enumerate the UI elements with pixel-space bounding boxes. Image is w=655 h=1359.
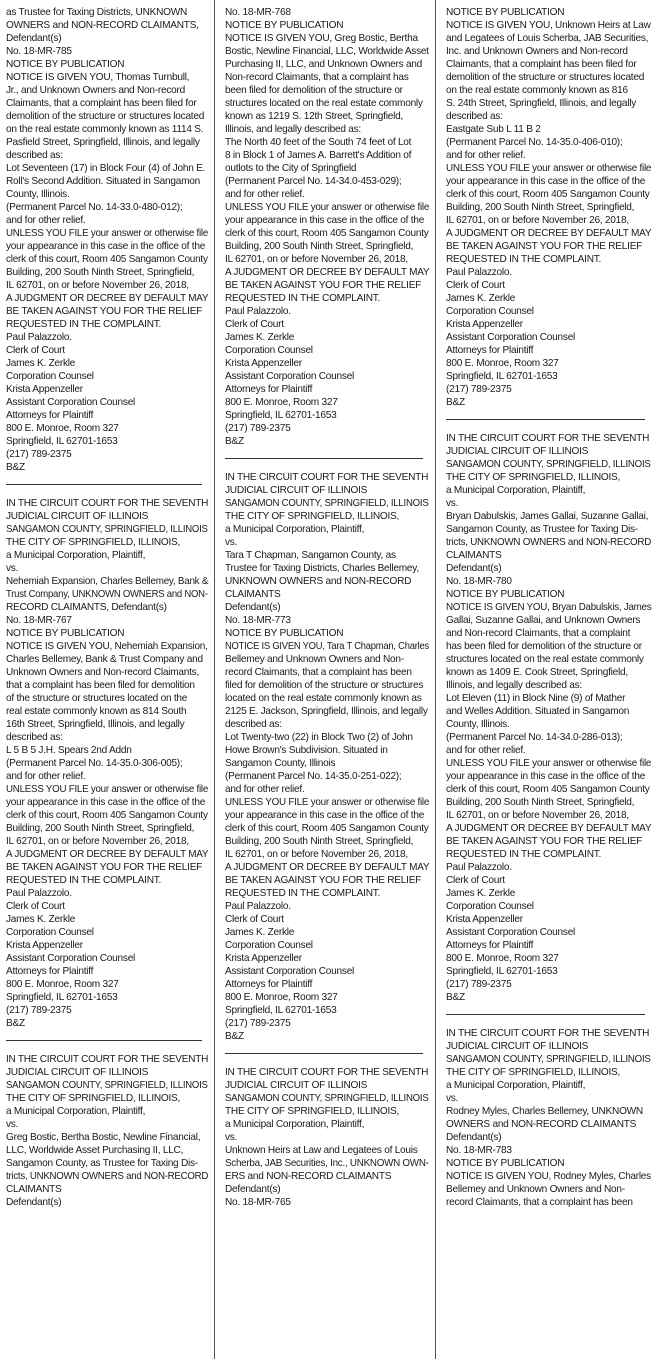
notice-line: James K. Zerkle	[446, 293, 516, 304]
notice-line: UNLESS YOU FILE your answer or otherwise file	[446, 758, 652, 769]
column-2	[214, 0, 435, 1359]
notice-line: B&Z	[225, 1031, 244, 1042]
notice-line: described as:	[446, 111, 503, 122]
notice-line: described as:	[6, 150, 63, 161]
notice-line: a Municipal Corporation, Plaintiff,	[6, 1106, 146, 1117]
notice-line: Illinois, and legally described as:	[225, 124, 361, 135]
notice-line: Building, 200 South Ninth Street, Springfield,	[6, 823, 195, 834]
notice-line: Purchasing II, LLC, and Unknown Owners and	[225, 59, 423, 70]
notice-line: Claimants, that a complaint has been filed for	[6, 98, 197, 109]
notice-line: as Trustee for Taxing Districts, UNKNOWN	[6, 7, 188, 18]
notice-line: Sangamon County, as Trustee for Taxing Dis-	[446, 524, 638, 535]
notice-line: NOTICE IS GIVEN YOU, Greg Bostic, Bertha	[225, 33, 418, 44]
notice-line: SANGAMON COUNTY, SPRINGFIELD, ILLINOIS	[225, 1093, 429, 1104]
notice-line: clerk of this court, Room 405 Sangamon County	[225, 823, 429, 834]
notice-line: and Welles Addition. Situated in Sangamon	[446, 706, 630, 717]
notice-line: Defendant(s)	[446, 1132, 502, 1143]
notice-line: A JUDGMENT OR DECREE BY DEFAULT MAY	[225, 267, 430, 278]
notice-line: described as:	[225, 719, 282, 730]
notice-line: 800 E. Monroe, Room 327	[446, 358, 559, 369]
notice-line: Springfield, IL 62701-1653	[6, 992, 118, 1003]
legal-notice	[446, 1027, 653, 1209]
notice-separator	[225, 458, 423, 459]
notice-line: Unknown Owners and Non-record Claimants,	[6, 667, 200, 678]
notice-line: 16th Street, Springfield, Illinois, and legally	[6, 719, 185, 730]
notice-line: RECORD CLAIMANTS, Defendant(s)	[6, 602, 167, 613]
notice-line: Claimants, that a complaint has been filed for	[446, 59, 637, 70]
notice-line: and for other relief.	[6, 215, 86, 226]
notice-line: A JUDGMENT OR DECREE BY DEFAULT MAY	[446, 823, 652, 834]
notice-line: Clerk of Court	[6, 901, 65, 912]
notice-separator	[225, 1053, 423, 1054]
notice-line: No. 18-MR-767	[6, 615, 72, 626]
notice-line: THE CITY OF SPRINGFIELD, ILLINOIS,	[6, 537, 181, 548]
notice-line: Scherba, JAB Securities, Inc., UNKNOWN OWN-	[225, 1158, 429, 1169]
notice-line: Trustee for Taxing Districts, Charles Bellemey,	[225, 563, 419, 574]
notice-line: Springfield, IL 62701-1653	[225, 1005, 337, 1016]
notice-line: James K. Zerkle	[6, 914, 76, 925]
notice-line: a Municipal Corporation, Plaintiff,	[225, 1119, 365, 1130]
notice-line: B&Z	[225, 436, 244, 447]
notice-line: REQUESTED IN THE COMPLAINT.	[225, 293, 381, 304]
notice-line: JUDICIAL CIRCUIT OF ILLINOIS	[225, 1080, 368, 1091]
notice-line: clerk of this court, Room 405 Sangamon County	[446, 784, 650, 795]
notice-line: No. 18-MR-773	[225, 615, 291, 626]
notice-line: Defendant(s)	[225, 602, 281, 613]
notice-line: known as 1219 S. 12th Street, Springfield,	[225, 111, 403, 122]
notice-line: vs.	[446, 498, 459, 509]
notice-line: Eastgate Sub L 11 B 2	[446, 124, 541, 135]
notice-line: IL 62701, on or before November 26, 2018,	[225, 849, 408, 860]
notice-line: Howe Brown's Subdivision. Situated in	[225, 745, 388, 756]
notice-line: REQUESTED IN THE COMPLAINT.	[225, 888, 381, 899]
notice-line: No. 18-MR-783	[446, 1145, 512, 1156]
notice-line: BE TAKEN AGAINST YOU FOR THE RELIEF	[6, 862, 203, 873]
notice-line: Assistant Corporation Counsel	[446, 927, 576, 938]
legal-notice	[225, 6, 431, 448]
notice-line: 2125 E. Jackson, Springfield, Illinois, and legally	[225, 706, 428, 717]
column-1	[0, 0, 214, 1359]
notice-line: OWNERS and NON-RECORD CLAIMANTS	[446, 1119, 637, 1130]
notice-line: B&Z	[6, 1018, 25, 1029]
notice-line: REQUESTED IN THE COMPLAINT.	[446, 849, 602, 860]
notice-line: Roll's Second Addition. Situated in Sangamon	[6, 176, 201, 187]
notice-line: Paul Palazzolo.	[446, 862, 512, 873]
notice-line: REQUESTED IN THE COMPLAINT.	[6, 319, 162, 330]
notice-line: A JUDGMENT OR DECREE BY DEFAULT MAY	[6, 293, 209, 304]
notice-line: CLAIMANTS	[6, 1184, 62, 1195]
legal-notice	[6, 6, 210, 474]
notice-line: B&Z	[446, 397, 465, 408]
notice-line: IL 62701, on or before November 26, 2018,	[446, 215, 629, 226]
notice-line: Attorneys for Plaintiff	[225, 384, 313, 395]
notice-line: Trust Company, UNKNOWN OWNERS and NON-	[6, 589, 208, 600]
notice-line: a Municipal Corporation, Plaintiff,	[446, 1080, 586, 1091]
notice-line: Attorneys for Plaintiff	[6, 410, 94, 421]
notice-line: of the structure or structures located on the	[6, 693, 188, 704]
notice-line: Rodney Myles, Charles Bellemey, UNKNOWN	[446, 1106, 643, 1117]
notice-line: tricts, UNKNOWN OWNERS and NON-RECORD	[446, 537, 652, 548]
notice-line: (Permanent Parcel No. 14-34.0-453-029);	[225, 176, 402, 187]
notice-line: Assistant Corporation Counsel	[6, 397, 136, 408]
notice-line: L 5 B 5 J.H. Spears 2nd Addn	[6, 745, 132, 756]
notice-line: NOTICE IS GIVEN YOU, Thomas Turnbull,	[6, 72, 190, 83]
notice-line: UNLESS YOU FILE your answer or otherwise file	[225, 202, 430, 213]
notice-line: been filed for demolition of the structure or	[225, 85, 403, 96]
notice-line: Sangamon County, Illinois	[225, 758, 336, 769]
notice-line: clerk of this court, Room 405 Sangamon County	[6, 810, 208, 821]
notice-line: IN THE CIRCUIT COURT FOR THE SEVENTH	[6, 1054, 209, 1065]
notice-line: (217) 789-2375	[446, 384, 512, 395]
notice-line: NOTICE BY PUBLICATION	[446, 7, 565, 18]
notice-line: No. 18-MR-780	[446, 576, 512, 587]
notice-line: NOTICE BY PUBLICATION	[6, 59, 125, 70]
notice-line: Corporation Counsel	[6, 371, 94, 382]
notice-line: Corporation Counsel	[446, 306, 534, 317]
notice-line: County, Illinois.	[6, 189, 70, 200]
notice-line: Springfield, IL 62701-1653	[446, 966, 558, 977]
notice-line: NOTICE IS GIVEN YOU, Tara T Chapman, Charles	[225, 641, 429, 652]
notice-line: Krista Appenzeller	[446, 914, 523, 925]
notice-line: Attorneys for Plaintiff	[446, 940, 534, 951]
legal-notice	[225, 1066, 431, 1209]
notice-line: Bostic, Newline Financial, LLC, Worldwide Asset	[225, 46, 429, 57]
notice-line: SANGAMON COUNTY, SPRINGFIELD, ILLINOIS	[446, 459, 651, 470]
notice-line: Paul Palazzolo.	[6, 888, 72, 899]
notice-line: a Municipal Corporation, Plaintiff,	[225, 524, 365, 535]
notice-line: BE TAKEN AGAINST YOU FOR THE RELIEF	[6, 306, 203, 317]
notice-line: Building, 200 South Ninth Street, Springfield,	[446, 797, 635, 808]
legal-notice	[446, 432, 653, 1004]
notice-line: JUDICIAL CIRCUIT OF ILLINOIS	[446, 446, 589, 457]
notice-line: Bellemey and Unknown Owners and Non-	[446, 1184, 625, 1195]
legal-notice	[6, 497, 210, 1030]
notice-line: your appearance in this case in the office of the	[446, 176, 646, 187]
notice-line: structures located on the real estate commonly	[225, 98, 423, 109]
notice-line: UNLESS YOU FILE your answer or otherwise file	[6, 784, 209, 795]
notice-line: No. 18-MR-768	[225, 7, 291, 18]
notice-line: OWNERS and NON-RECORD CLAIMANTS,	[6, 20, 199, 31]
notice-line: located on the real estate commonly known as	[225, 693, 422, 704]
notice-line: NOTICE IS GIVEN YOU, Unknown Heirs at Law	[446, 20, 651, 31]
notice-line: that a complaint has been filed for demolition	[6, 680, 195, 691]
notice-line: Paul Palazzolo.	[225, 901, 291, 912]
notice-line: S. 24th Street, Springfield, Illinois, and legally	[446, 98, 637, 109]
notice-line: JUDICIAL CIRCUIT OF ILLINOIS	[6, 511, 149, 522]
notice-line: A JUDGMENT OR DECREE BY DEFAULT MAY	[225, 862, 430, 873]
notice-line: and Legatees of Louis Scherba, JAB Securities,	[446, 33, 649, 44]
notice-line: Building, 200 South Ninth Street, Springfield,	[6, 267, 195, 278]
notice-line: Springfield, IL 62701-1653	[446, 371, 558, 382]
notice-line: on the real estate commonly known as 1114 S.	[6, 124, 204, 135]
notice-line: on the real estate commonly known as 816	[446, 85, 628, 96]
notice-line: THE CITY OF SPRINGFIELD, ILLINOIS,	[446, 1067, 621, 1078]
notice-line: tricts, UNKNOWN OWNERS and NON-RECORD	[6, 1171, 209, 1182]
notice-line: Building, 200 South Ninth Street, Springfield,	[225, 836, 414, 847]
notice-line: Paul Palazzolo.	[225, 306, 291, 317]
notice-line: UNLESS YOU FILE your answer or otherwise file	[6, 228, 209, 239]
notice-line: (217) 789-2375	[6, 449, 72, 460]
notice-line: known as 1409 E. Cook Street, Springfield,	[446, 667, 628, 678]
notice-line: a Municipal Corporation, Plaintiff,	[446, 485, 586, 496]
notice-line: IL 62701, on or before November 26, 2018,	[6, 280, 189, 291]
notice-line: LLC, Worldwide Asset Purchasing II, LLC,	[6, 1145, 184, 1156]
notice-line: NOTICE IS GIVEN YOU, Nehemiah Expansion,	[6, 641, 208, 652]
notice-line: Attorneys for Plaintiff	[225, 979, 313, 990]
notice-line: Paul Palazzolo.	[6, 332, 72, 343]
notice-line: and for other relief.	[446, 745, 526, 756]
notice-line: Non-record Claimants, that a complaint has	[225, 72, 409, 83]
notice-line: NOTICE BY PUBLICATION	[446, 589, 565, 600]
notice-line: (217) 789-2375	[6, 1005, 72, 1016]
notice-line: NOTICE BY PUBLICATION	[225, 628, 344, 639]
notice-line: Clerk of Court	[446, 280, 505, 291]
notice-line: record Claimants, that a complaint has been	[225, 667, 412, 678]
notice-line: 800 E. Monroe, Room 327	[446, 953, 559, 964]
notice-line: Krista Appenzeller	[6, 384, 83, 395]
notice-line: Gallai, Suzanne Gallai, and Unknown Owners	[446, 615, 641, 626]
notice-line: and for other relief.	[6, 771, 86, 782]
notice-line: (217) 789-2375	[225, 423, 291, 434]
notice-line: Defendant(s)	[225, 1184, 281, 1195]
notice-line: (Permanent Parcel No. 14-35.0-406-010);	[446, 137, 623, 148]
notice-line: NOTICE IS GIVEN YOU, Bryan Dabulskis, James	[446, 602, 652, 613]
notice-line: SANGAMON COUNTY, SPRINGFIELD, ILLINOIS	[6, 1080, 208, 1091]
notice-line: Corporation Counsel	[225, 345, 313, 356]
notice-line: your appearance in this case in the office of the	[225, 810, 425, 821]
notice-line: Building, 200 South Ninth Street, Springfield,	[446, 202, 635, 213]
notice-line: NOTICE BY PUBLICATION	[6, 628, 125, 639]
notice-line: Bryan Dabulskis, James Gallai, Suzanne Gallai,	[446, 511, 649, 522]
notice-line: Corporation Counsel	[446, 901, 534, 912]
notice-line: IN THE CIRCUIT COURT FOR THE SEVENTH	[446, 433, 650, 444]
notice-line: Clerk of Court	[446, 875, 505, 886]
notice-line: Krista Appenzeller	[225, 953, 302, 964]
notice-line: 800 E. Monroe, Room 327	[225, 397, 338, 408]
notice-line: County, Illinois.	[446, 719, 510, 730]
notice-line: NOTICE BY PUBLICATION	[446, 1158, 565, 1169]
notice-line: Charles Bellemey, Bank & Trust Company and	[6, 654, 203, 665]
notice-line: JUDICIAL CIRCUIT OF ILLINOIS	[225, 485, 368, 496]
notice-line: ERS and NON-RECORD CLAIMANTS	[225, 1171, 392, 1182]
notice-line: REQUESTED IN THE COMPLAINT.	[446, 254, 602, 265]
notice-line: your appearance in this case in the office of the	[225, 215, 425, 226]
notice-line: BE TAKEN AGAINST YOU FOR THE RELIEF	[225, 875, 422, 886]
notice-line: your appearance in this case in the office of the	[446, 771, 646, 782]
notice-line: Springfield, IL 62701-1653	[6, 436, 118, 447]
notice-line: A JUDGMENT OR DECREE BY DEFAULT MAY	[6, 849, 209, 860]
notice-line: outlots to the City of Springfield	[225, 163, 357, 174]
notice-line: Inc. and Unknown Owners and Non-record	[446, 46, 628, 57]
notice-line: IN THE CIRCUIT COURT FOR THE SEVENTH	[446, 1028, 650, 1039]
notice-line: and for other relief.	[446, 150, 526, 161]
notice-line: B&Z	[6, 462, 25, 473]
notice-separator	[6, 1040, 202, 1041]
notice-line: Defendant(s)	[6, 33, 62, 44]
notice-line: record Claimants, that a complaint has been	[446, 1197, 633, 1208]
notice-line: THE CITY OF SPRINGFIELD, ILLINOIS,	[6, 1093, 181, 1104]
notice-line: Springfield, IL 62701-1653	[225, 410, 337, 421]
notice-line: THE CITY OF SPRINGFIELD, ILLINOIS,	[446, 472, 621, 483]
notice-line: 800 E. Monroe, Room 327	[225, 992, 338, 1003]
notice-line: vs.	[6, 1119, 19, 1130]
notice-line: Defendant(s)	[6, 1197, 62, 1208]
notice-line: IN THE CIRCUIT COURT FOR THE SEVENTH	[225, 1067, 429, 1078]
notice-line: Corporation Counsel	[225, 940, 313, 951]
notice-line: and for other relief.	[225, 784, 305, 795]
notice-line: NOTICE BY PUBLICATION	[225, 20, 344, 31]
notice-line: your appearance in this case in the office of the	[6, 797, 206, 808]
notice-line: Assistant Corporation Counsel	[446, 332, 576, 343]
notice-line: Pasfield Street, Springfield, Illinois, and legally	[6, 137, 200, 148]
notice-line: IN THE CIRCUIT COURT FOR THE SEVENTH	[6, 498, 209, 509]
notice-line: 800 E. Monroe, Room 327	[6, 423, 119, 434]
notice-line: James K. Zerkle	[225, 332, 295, 343]
notice-line: Corporation Counsel	[6, 927, 94, 938]
notice-line: UNKNOWN OWNERS and NON-RECORD	[225, 576, 412, 587]
notice-line: James K. Zerkle	[225, 927, 295, 938]
notice-line: (Permanent Parcel No. 14-35.0-251-022);	[225, 771, 402, 782]
notice-line: vs.	[6, 563, 19, 574]
notice-line: Sangamon County, as Trustee for Taxing Dis-	[6, 1158, 198, 1169]
notice-line: 800 E. Monroe, Room 327	[6, 979, 119, 990]
notice-line: and Non-record Claimants, that a complaint	[446, 628, 631, 639]
column-3	[435, 0, 655, 1359]
notice-separator	[446, 419, 645, 420]
notice-line: (217) 789-2375	[225, 1018, 291, 1029]
notice-line: Defendant(s)	[446, 563, 502, 574]
notice-line: real estate commonly known as 814 South	[6, 706, 187, 717]
notice-line: Lot Twenty-two (22) in Block Two (2) of John	[225, 732, 413, 743]
notice-line: Assistant Corporation Counsel	[225, 966, 355, 977]
notice-line: Jr., and Unknown Owners and Non-record	[6, 85, 185, 96]
notice-line: your appearance in this case in the office of the	[6, 241, 206, 252]
notice-line: NOTICE IS GIVEN YOU, Rodney Myles, Charles	[446, 1171, 651, 1182]
notice-line: James K. Zerkle	[6, 358, 76, 369]
notice-line: (Permanent Parcel No. 14-34.0-286-013);	[446, 732, 623, 743]
legal-notice	[225, 471, 431, 1043]
notice-separator	[6, 484, 202, 485]
notice-line: Krista Appenzeller	[446, 319, 523, 330]
notice-line: B&Z	[446, 992, 465, 1003]
notice-line: Attorneys for Plaintiff	[6, 966, 94, 977]
notice-line: A JUDGMENT OR DECREE BY DEFAULT MAY	[446, 228, 652, 239]
notice-line: Assistant Corporation Counsel	[225, 371, 355, 382]
notice-line: a Municipal Corporation, Plaintiff,	[6, 550, 146, 561]
notice-line: Unknown Heirs at Law and Legatees of Louis	[225, 1145, 418, 1156]
notice-line: BE TAKEN AGAINST YOU FOR THE RELIEF	[446, 836, 643, 847]
notice-line: clerk of this court, Room 405 Sangamon County	[446, 189, 650, 200]
notice-line: CLAIMANTS	[225, 589, 281, 600]
notice-line: Greg Bostic, Bertha Bostic, Newline Financial,	[6, 1132, 201, 1143]
notice-line: UNLESS YOU FILE your answer or otherwise file	[446, 163, 652, 174]
notice-line: and for other relief.	[225, 189, 305, 200]
notice-line: SANGAMON COUNTY, SPRINGFIELD, ILLINOIS	[225, 498, 429, 509]
notice-line: (217) 789-2375	[446, 979, 512, 990]
notice-line: IL 62701, on or before November 26, 2018,	[225, 254, 408, 265]
notice-line: THE CITY OF SPRINGFIELD, ILLINOIS,	[225, 511, 400, 522]
notice-line: SANGAMON COUNTY, SPRINGFIELD, ILLINOIS	[6, 524, 208, 535]
notice-line: Krista Appenzeller	[225, 358, 302, 369]
notice-line: Clerk of Court	[6, 345, 65, 356]
notice-line: filed for demolition of the structure or structures	[225, 680, 424, 691]
notice-line: vs.	[225, 537, 238, 548]
notice-line: JUDICIAL CIRCUIT OF ILLINOIS	[6, 1067, 149, 1078]
notice-line: Nehemiah Expansion, Charles Bellemey, Bank &	[6, 576, 209, 587]
notice-line: (Permanent Parcel No. 14-35.0-306-005);	[6, 758, 183, 769]
notice-line: Bellemey and Unknown Owners and Non-	[225, 654, 404, 665]
notice-line: vs.	[225, 1132, 238, 1143]
notice-line: Illinois, and legally described as:	[446, 680, 582, 691]
notice-line: demolition of the structure or structures located	[6, 111, 205, 122]
notice-line: described as:	[6, 732, 63, 743]
notice-line: IL 62701, on or before November 26, 2018,	[446, 810, 629, 821]
legal-notice	[6, 1053, 210, 1209]
notice-line: BE TAKEN AGAINST YOU FOR THE RELIEF	[446, 241, 643, 252]
notice-line: Lot Eleven (11) in Block Nine (9) of Mather	[446, 693, 626, 704]
notice-line: James K. Zerkle	[446, 888, 516, 899]
notice-line: Tara T Chapman, Sangamon County, as	[225, 550, 396, 561]
notice-line: (Permanent Parcel No. 14-33.0-480-012);	[6, 202, 183, 213]
notice-line: JUDICIAL CIRCUIT OF ILLINOIS	[446, 1041, 589, 1052]
notice-line: The North 40 feet of the South 74 feet of Lot	[225, 137, 412, 148]
notice-line: Krista Appenzeller	[6, 940, 83, 951]
notice-line: IL 62701, on or before November 26, 2018,	[6, 836, 189, 847]
notice-line: REQUESTED IN THE COMPLAINT.	[6, 875, 162, 886]
notice-line: UNLESS YOU FILE your answer or otherwise file	[225, 797, 430, 808]
notice-line: IN THE CIRCUIT COURT FOR THE SEVENTH	[225, 472, 429, 483]
notice-line: Clerk of Court	[225, 319, 284, 330]
notice-separator	[446, 1014, 645, 1015]
notice-line: clerk of this court, Room 405 Sangamon County	[225, 228, 429, 239]
legal-notice	[446, 6, 653, 409]
notice-line: Building, 200 South Ninth Street, Springfield,	[225, 241, 414, 252]
notice-line: has been filed for demolition of the structure or	[446, 641, 642, 652]
notice-line: Paul Palazzolo.	[446, 267, 512, 278]
notice-line: THE CITY OF SPRINGFIELD, ILLINOIS,	[225, 1106, 400, 1117]
notice-line: vs.	[446, 1093, 459, 1104]
notice-line: clerk of this court, Room 405 Sangamon County	[6, 254, 208, 265]
notice-line: BE TAKEN AGAINST YOU FOR THE RELIEF	[225, 280, 422, 291]
notice-line: No. 18-MR-765	[225, 1197, 291, 1208]
notice-line: demolition of the structure or structures located	[446, 72, 645, 83]
notice-line: Clerk of Court	[225, 914, 284, 925]
notice-line: 8 in Block 1 of James A. Barrett's Addition of	[225, 150, 412, 161]
notice-line: structures located on the real estate commonly	[446, 654, 644, 665]
notice-line: Lot Seventeen (17) in Block Four (4) of John E.	[6, 163, 206, 174]
notice-line: No. 18-MR-785	[6, 46, 72, 57]
notice-line: CLAIMANTS	[446, 550, 502, 561]
notice-line: Assistant Corporation Counsel	[6, 953, 136, 964]
notice-line: Attorneys for Plaintiff	[446, 345, 534, 356]
notice-line: SANGAMON COUNTY, SPRINGFIELD, ILLINOIS	[446, 1054, 651, 1065]
